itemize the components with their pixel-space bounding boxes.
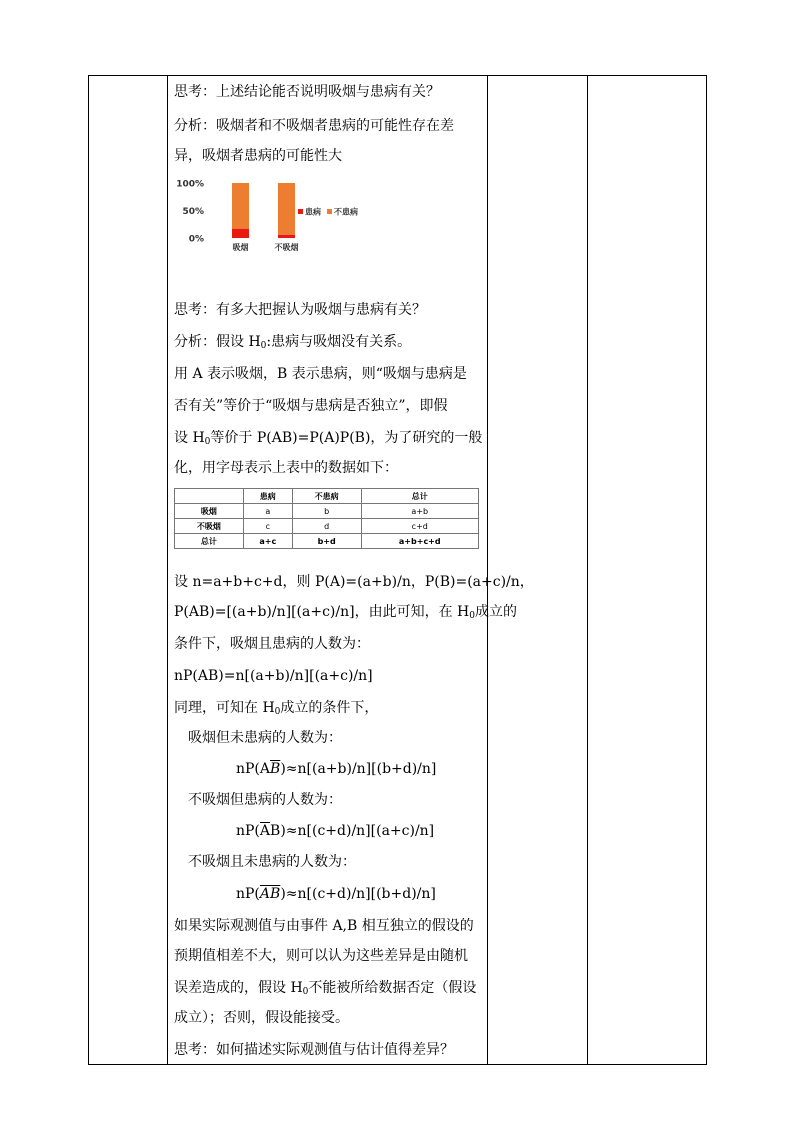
column-divider-3 xyxy=(587,75,588,1065)
y-tick-label: 0% xyxy=(188,234,204,245)
table-cell: 吸烟 xyxy=(175,504,244,519)
legend-swatch xyxy=(298,209,303,214)
column-divider-1 xyxy=(167,75,168,1065)
bar-segment xyxy=(278,183,295,235)
column-divider-2 xyxy=(487,75,488,1065)
text-line: 否有关”等价于“吸烟与患病是否独立”，即假 xyxy=(174,398,448,414)
table-cell: d xyxy=(292,519,361,534)
table-cell: c+d xyxy=(361,519,478,534)
table-cell: 总计 xyxy=(361,489,478,504)
table-cell: b xyxy=(292,504,361,519)
legend-swatch xyxy=(327,209,332,214)
text-line: P(AB)=[(a+b)/n][(a+c)/n]，由此可知，在 $H_0$成立的 xyxy=(174,604,517,621)
question-1: 思考：上述结论能否说明吸烟与患病有关？ xyxy=(174,84,440,100)
table-cell: a xyxy=(243,504,292,519)
text-line: 设 $H_0$等价于 P(AB)=P(A)P(B)，为了研究的一般 xyxy=(174,430,483,447)
text-line: 成立）；否则，假设能接受。 xyxy=(174,1010,349,1026)
formula-line: $nP(\overline{AB})\approx n[(c+d)/n][(b+d)/n]$ xyxy=(236,886,436,902)
text-line: 条件下，吸烟且患病的人数为： xyxy=(174,636,370,652)
table-row xyxy=(175,534,479,549)
table-cell xyxy=(175,489,244,504)
contingency-table xyxy=(174,488,479,549)
formula-line: $nP(A\overline{B})\approx n[(a+b)/n][(b+d)/n]$ xyxy=(236,761,437,777)
bar-segment xyxy=(278,235,295,238)
table-cell: a+b xyxy=(361,504,478,519)
analysis-2: 分析：假设 $H_0$:患病与吸烟没有关系。 xyxy=(174,334,412,351)
text-line: 误差造成的，假设 $H_0$不能被所给数据否定（假设 xyxy=(174,980,477,997)
table-row xyxy=(175,504,479,519)
analysis-1: 分析：吸烟者和不吸烟者患病的可能性存在差 xyxy=(174,118,454,134)
text-line: 不吸烟但患病的人数为： xyxy=(188,792,342,808)
text-line: 吸烟但未患病的人数为： xyxy=(188,730,342,746)
x-tick-label: 吸烟 xyxy=(232,243,249,252)
y-tick-label: 50% xyxy=(182,207,204,217)
stacked-bar-chart xyxy=(174,176,374,260)
bar-segment xyxy=(232,183,249,229)
text-line: 预期值相差不大，则可以认为这些差异是由随机 xyxy=(174,948,468,964)
table-cell: c xyxy=(243,519,292,534)
table-cell: a+b+c+d xyxy=(361,534,478,549)
analysis-1-cont: 异，吸烟者患病的可能性大 xyxy=(174,148,342,164)
table-cell: 总计 xyxy=(175,534,244,549)
text-line: 用 A 表示吸烟，B 表示患病，则“吸烟与患病是 xyxy=(174,366,467,382)
table-row xyxy=(175,519,479,534)
table-cell: a+c xyxy=(243,534,292,549)
formula-line: nP(AB)=n[(a+b)/n][(a+c)/n] xyxy=(174,668,373,684)
table-cell: 不患病 xyxy=(292,489,361,504)
x-tick-label: 不吸烟 xyxy=(274,243,299,252)
question-3: 思考：如何描述实际观测值与估计值得差异？ xyxy=(174,1042,454,1058)
table-cell: 患病 xyxy=(243,489,292,504)
table-cell: b+d xyxy=(292,534,361,549)
legend-label: 患病 xyxy=(305,207,321,217)
text-line: 化，用字母表示上表中的数据如下： xyxy=(174,460,398,476)
table-cell: 不吸烟 xyxy=(175,519,244,534)
legend-label: 不患病 xyxy=(334,207,358,217)
question-2: 思考：有多大把握认为吸烟与患病有关？ xyxy=(174,302,426,318)
y-tick-label: 100% xyxy=(176,179,204,190)
formula-line: $nP(\overline{A}B)\approx n[(c+d)/n][(a+c)/n]$ xyxy=(236,823,435,839)
text-line: 设 n=a+b+c+d，则 P(A)=(a+b)/n，P(B)=(a+c)/n， xyxy=(174,574,534,590)
text-line: 同理，可知在 $H_0$成立的条件下， xyxy=(174,700,379,717)
bar-segment xyxy=(232,229,249,238)
table-header-row xyxy=(175,489,479,504)
text-line: 如果实际观测值与由事件 A,B 相互独立的假设的 xyxy=(174,918,474,934)
text-line: 不吸烟且未患病的人数为： xyxy=(188,854,356,870)
